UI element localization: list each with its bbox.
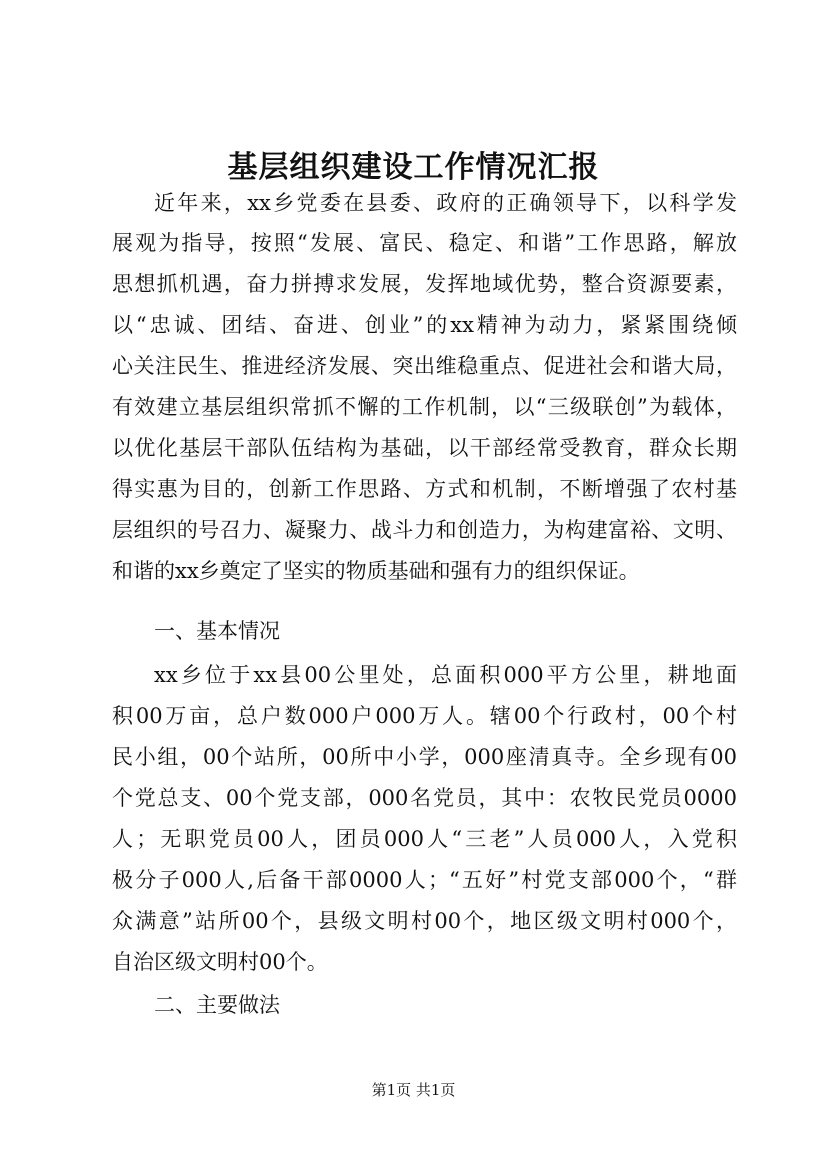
paragraph-line: xx乡位于xx县00公里处，总面积000平方公里，耕地面 [154, 663, 737, 687]
section-heading: 二、主要做法 [154, 993, 280, 1017]
page-footer: 第1页 共1页 [371, 1081, 456, 1099]
paragraph-line: 积00万亩，总户数000户000万人。辖00个行政村，00个村 [112, 704, 737, 728]
document-title: 基层组织建设工作情况汇报 [227, 150, 600, 185]
paragraph-line: 极分子000人,后备干部0000人；“五好”村党支部000个，“群 [112, 868, 737, 892]
section-heading: 一、基本情况 [154, 619, 280, 643]
paragraph-line: 展观为指导，按照“发展、富民、稳定、和谐”工作思路，解放 [112, 231, 737, 255]
paragraph-line: 和谐的xx乡奠定了坚实的物质基础和强有力的组织保证。 [112, 559, 640, 583]
paragraph-line: 层组织的号召力、凝聚力、战斗力和创造力，为构建富裕、文明、 [112, 518, 737, 542]
paragraph-line: 以优化基层干部队伍结构为基础，以干部经常受教育，群众长期 [112, 436, 737, 460]
paragraph-line: 得实惠为目的，创新工作思路、方式和机制，不断增强了农村基 [112, 477, 737, 501]
paragraph-line: 民小组，00个站所，00所中小学，000座清真寺。全乡现有00 [112, 745, 737, 769]
paragraph-line: 有效建立基层组织常抓不懈的工作机制，以“三级联创”为载体， [112, 395, 737, 419]
paragraph-line: 心关注民生、推进经济发展、突出维稳重点、促进社会和谐大局， [112, 354, 737, 378]
paragraph-line: 近年来，xx乡党委在县委、政府的正确领导下，以科学发 [154, 191, 737, 215]
paragraph-line: 人；无职党员00人，团员000人“三老”人员000人，入党积 [112, 827, 737, 851]
paragraph-line: 自治区级文明村00个。 [112, 950, 328, 974]
paragraph-line: 以“忠诚、团结、奋进、创业”的xx精神为动力，紧紧围绕倾 [112, 313, 737, 337]
paragraph-line: 思想抓机遇，奋力拼搏求发展，发挥地域优势，整合资源要素， [112, 272, 737, 296]
paragraph-line: 个党总支、00个党支部，000名党员，其中：农牧民党员0000 [112, 786, 737, 810]
paragraph-line: 众满意”站所00个，县级文明村00个，地区级文明村000个， [112, 909, 737, 933]
